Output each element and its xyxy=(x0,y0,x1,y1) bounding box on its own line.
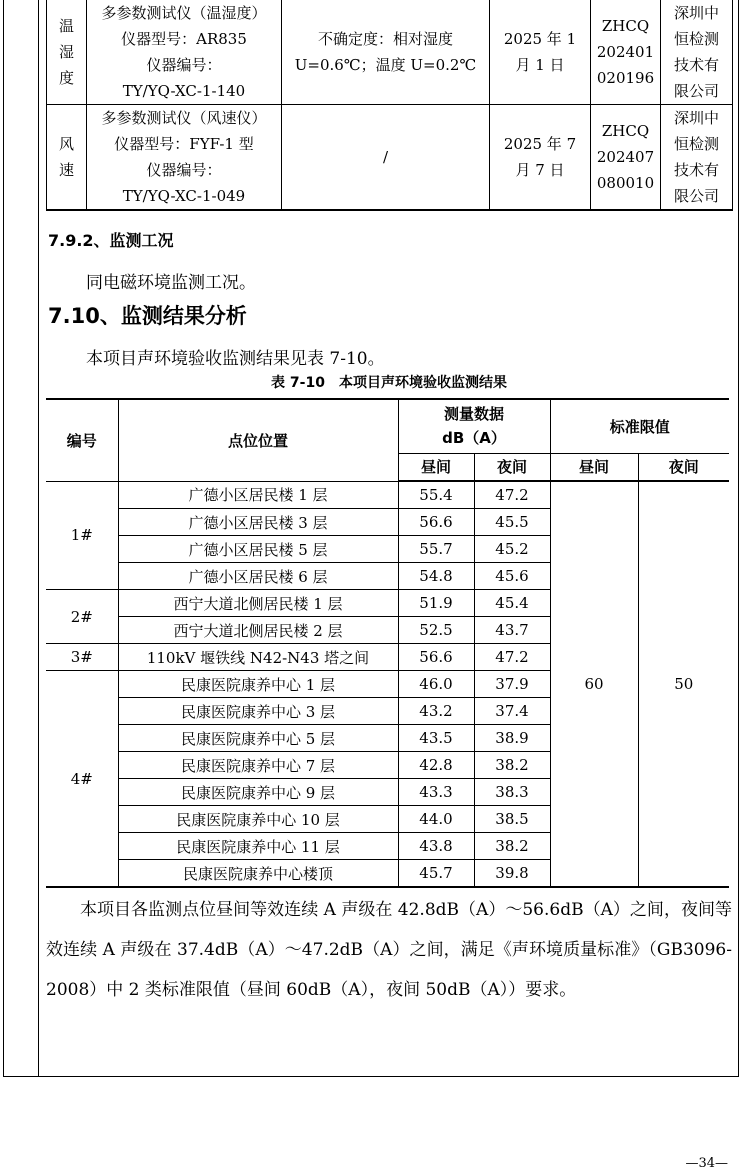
table-caption: 表 7-10 本项目声环境验收监测结果 xyxy=(271,375,507,391)
header-measured-label: 测量数据 xyxy=(443,405,504,424)
certificate-cell-line: 202407 xyxy=(596,148,655,166)
night-value-cell: 47.2 xyxy=(474,481,550,509)
organization-cell-line: 技术有 xyxy=(673,56,719,74)
uncertainty-cell xyxy=(282,0,490,105)
organization-cell-line: 限公司 xyxy=(673,82,719,100)
day-value-cell: 46.0 xyxy=(398,671,474,698)
header-location: 点位位置 xyxy=(118,399,398,481)
night-value-cell: 45.6 xyxy=(474,563,550,590)
instrument-cell-line: TY/YQ-XC-1-140 xyxy=(122,82,246,100)
results-table xyxy=(46,398,729,888)
header-limit-day: 昼间 xyxy=(550,453,638,481)
instrument-cell xyxy=(87,0,282,105)
night-value-cell: 38.2 xyxy=(474,752,550,779)
day-value-cell: 56.6 xyxy=(398,644,474,671)
header-measured xyxy=(398,399,550,453)
valid-until-cell-line: 月 1 日 xyxy=(515,56,565,74)
certificate-cell xyxy=(591,0,661,105)
location-cell: 广德小区居民楼 3 层 xyxy=(118,509,398,536)
param-cell xyxy=(47,0,87,105)
location-cell: 民康医院康养中心 3 层 xyxy=(118,698,398,725)
uncertainty-cell xyxy=(282,105,490,211)
valid-until-cell-line: 2025 年 1 xyxy=(503,30,577,48)
certificate-cell-line: 080010 xyxy=(596,174,655,192)
location-cell: 民康医院康养中心 7 层 xyxy=(118,752,398,779)
certificate-cell-line: ZHCQ xyxy=(601,17,650,35)
location-cell: 民康医院康养中心 5 层 xyxy=(118,725,398,752)
header-id: 编号 xyxy=(46,399,118,481)
night-value-cell: 45.2 xyxy=(474,536,550,563)
valid-until-cell xyxy=(490,0,591,105)
day-value-cell: 56.6 xyxy=(398,509,474,536)
location-cell: 民康医院康养中心 10 层 xyxy=(118,806,398,833)
instrument-cell-line: 仪器型号：AR835 xyxy=(121,30,247,48)
param-label: 风速 xyxy=(58,135,74,179)
night-value-cell: 47.2 xyxy=(474,644,550,671)
day-value-cell: 55.7 xyxy=(398,536,474,563)
day-value-cell: 55.4 xyxy=(398,481,474,509)
day-value-cell: 43.2 xyxy=(398,698,474,725)
organization-cell xyxy=(661,105,733,211)
day-value-cell: 54.8 xyxy=(398,563,474,590)
night-value-cell: 38.5 xyxy=(474,806,550,833)
uncertainty-cell-line: U=0.6℃；温度 U=0.2℃ xyxy=(294,56,477,74)
section-7-9-2-text: 同电磁环境监测工况。 xyxy=(86,273,256,293)
instrument-cell xyxy=(87,105,282,211)
margin-rule xyxy=(38,0,39,1077)
location-cell: 民康医院康养中心 11 层 xyxy=(118,833,398,860)
instrument-cell-line: 仪器型号：FYF-1 型 xyxy=(114,135,254,153)
section-7-10-intro: 本项目声环境验收监测结果见表 7-10。 xyxy=(86,349,385,369)
point-id-cell: 2# xyxy=(46,590,118,644)
organization-cell-line: 限公司 xyxy=(673,187,719,205)
location-cell: 110kV 堰铁线 N42-N43 塔之间 xyxy=(118,644,398,671)
header-measured-unit: dB（A） xyxy=(442,429,506,448)
point-id-cell: 3# xyxy=(46,644,118,671)
location-cell: 广德小区居民楼 1 层 xyxy=(118,481,398,509)
day-value-cell: 44.0 xyxy=(398,806,474,833)
organization-cell-line: 技术有 xyxy=(673,161,719,179)
night-value-cell: 43.7 xyxy=(474,617,550,644)
day-value-cell: 51.9 xyxy=(398,590,474,617)
instrument-cell-line: 仪器编号： xyxy=(146,56,222,74)
night-value-cell: 38.3 xyxy=(474,779,550,806)
section-heading-7-9-2: 7.9.2、监测工况 xyxy=(48,231,174,250)
location-cell: 广德小区居民楼 5 层 xyxy=(118,536,398,563)
night-value-cell: 45.4 xyxy=(474,590,550,617)
location-cell: 广德小区居民楼 6 层 xyxy=(118,563,398,590)
day-value-cell: 52.5 xyxy=(398,617,474,644)
point-id-cell: 1# xyxy=(46,481,118,590)
certificate-cell-line: 202401 xyxy=(596,43,655,61)
uncertainty-cell-line: 不确定度：相对湿度 xyxy=(317,30,453,48)
instrument-cell-line: 多参数测试仪（温湿度） xyxy=(101,4,267,22)
day-value-cell: 42.8 xyxy=(398,752,474,779)
valid-until-cell xyxy=(490,105,591,211)
day-value-cell: 43.3 xyxy=(398,779,474,806)
header-limit: 标准限值 xyxy=(550,399,729,453)
organization-cell-line: 深圳中 xyxy=(673,109,719,127)
certificate-cell-line: ZHCQ xyxy=(601,122,650,140)
instrument-cell-line: TY/YQ-XC-1-049 xyxy=(122,187,246,205)
night-value-cell: 38.2 xyxy=(474,833,550,860)
conclusion-paragraph: 本项目各监测点位昼间等效连续 A 声级在 42.8dB（A）～56.6dB（A）之间，夜间等效连续 A 声级在 37.4dB（A）～47.2dB（A）之间，满足《声环境质量标准》（GB3096-2008）中 2 类标准限值（昼间 60dB（A），夜间 50dB（A））要求。 xyxy=(46,900,732,1000)
instrument-cell-line: 多参数测试仪（风速仪） xyxy=(101,109,267,127)
limit-night-cell: 50 xyxy=(638,481,729,887)
header-measured-day: 昼间 xyxy=(398,453,474,481)
point-id-cell: 4# xyxy=(46,671,118,888)
limit-day-cell: 60 xyxy=(550,481,638,887)
param-label: 温湿度 xyxy=(58,17,74,87)
night-value-cell: 37.9 xyxy=(474,671,550,698)
location-cell: 民康医院康养中心 9 层 xyxy=(118,779,398,806)
night-value-cell: 38.9 xyxy=(474,725,550,752)
instrument-cell-line: 仪器编号： xyxy=(146,161,222,179)
valid-until-cell-line: 月 7 日 xyxy=(515,161,565,179)
certificate-cell xyxy=(591,105,661,211)
day-value-cell: 43.8 xyxy=(398,833,474,860)
night-value-cell: 45.5 xyxy=(474,509,550,536)
night-value-cell: 39.8 xyxy=(474,860,550,888)
table-row xyxy=(46,481,729,509)
page-number: —34— xyxy=(685,1156,728,1171)
organization-cell xyxy=(661,0,733,105)
certificate-cell-line: 020196 xyxy=(596,69,655,87)
param-cell xyxy=(47,105,87,211)
organization-cell-line: 恒检测 xyxy=(673,30,719,48)
location-cell: 西宁大道北侧居民楼 2 层 xyxy=(118,617,398,644)
header-limit-night: 夜间 xyxy=(638,453,729,481)
location-cell: 西宁大道北侧居民楼 1 层 xyxy=(118,590,398,617)
day-value-cell: 43.5 xyxy=(398,725,474,752)
uncertainty-cell-line: / xyxy=(382,148,389,166)
instrument-table xyxy=(46,0,733,211)
valid-until-cell-line: 2025 年 7 xyxy=(503,135,577,153)
night-value-cell: 37.4 xyxy=(474,698,550,725)
location-cell: 民康医院康养中心 1 层 xyxy=(118,671,398,698)
day-value-cell: 45.7 xyxy=(398,860,474,888)
section-heading-7-10: 7.10、监测结果分析 xyxy=(48,304,247,328)
instrument-row xyxy=(47,0,733,105)
organization-cell-line: 恒检测 xyxy=(673,135,719,153)
organization-cell-line: 深圳中 xyxy=(673,4,719,22)
instrument-row xyxy=(47,105,733,211)
header-measured-night: 夜间 xyxy=(474,453,550,481)
location-cell: 民康医院康养中心楼顶 xyxy=(118,860,398,888)
